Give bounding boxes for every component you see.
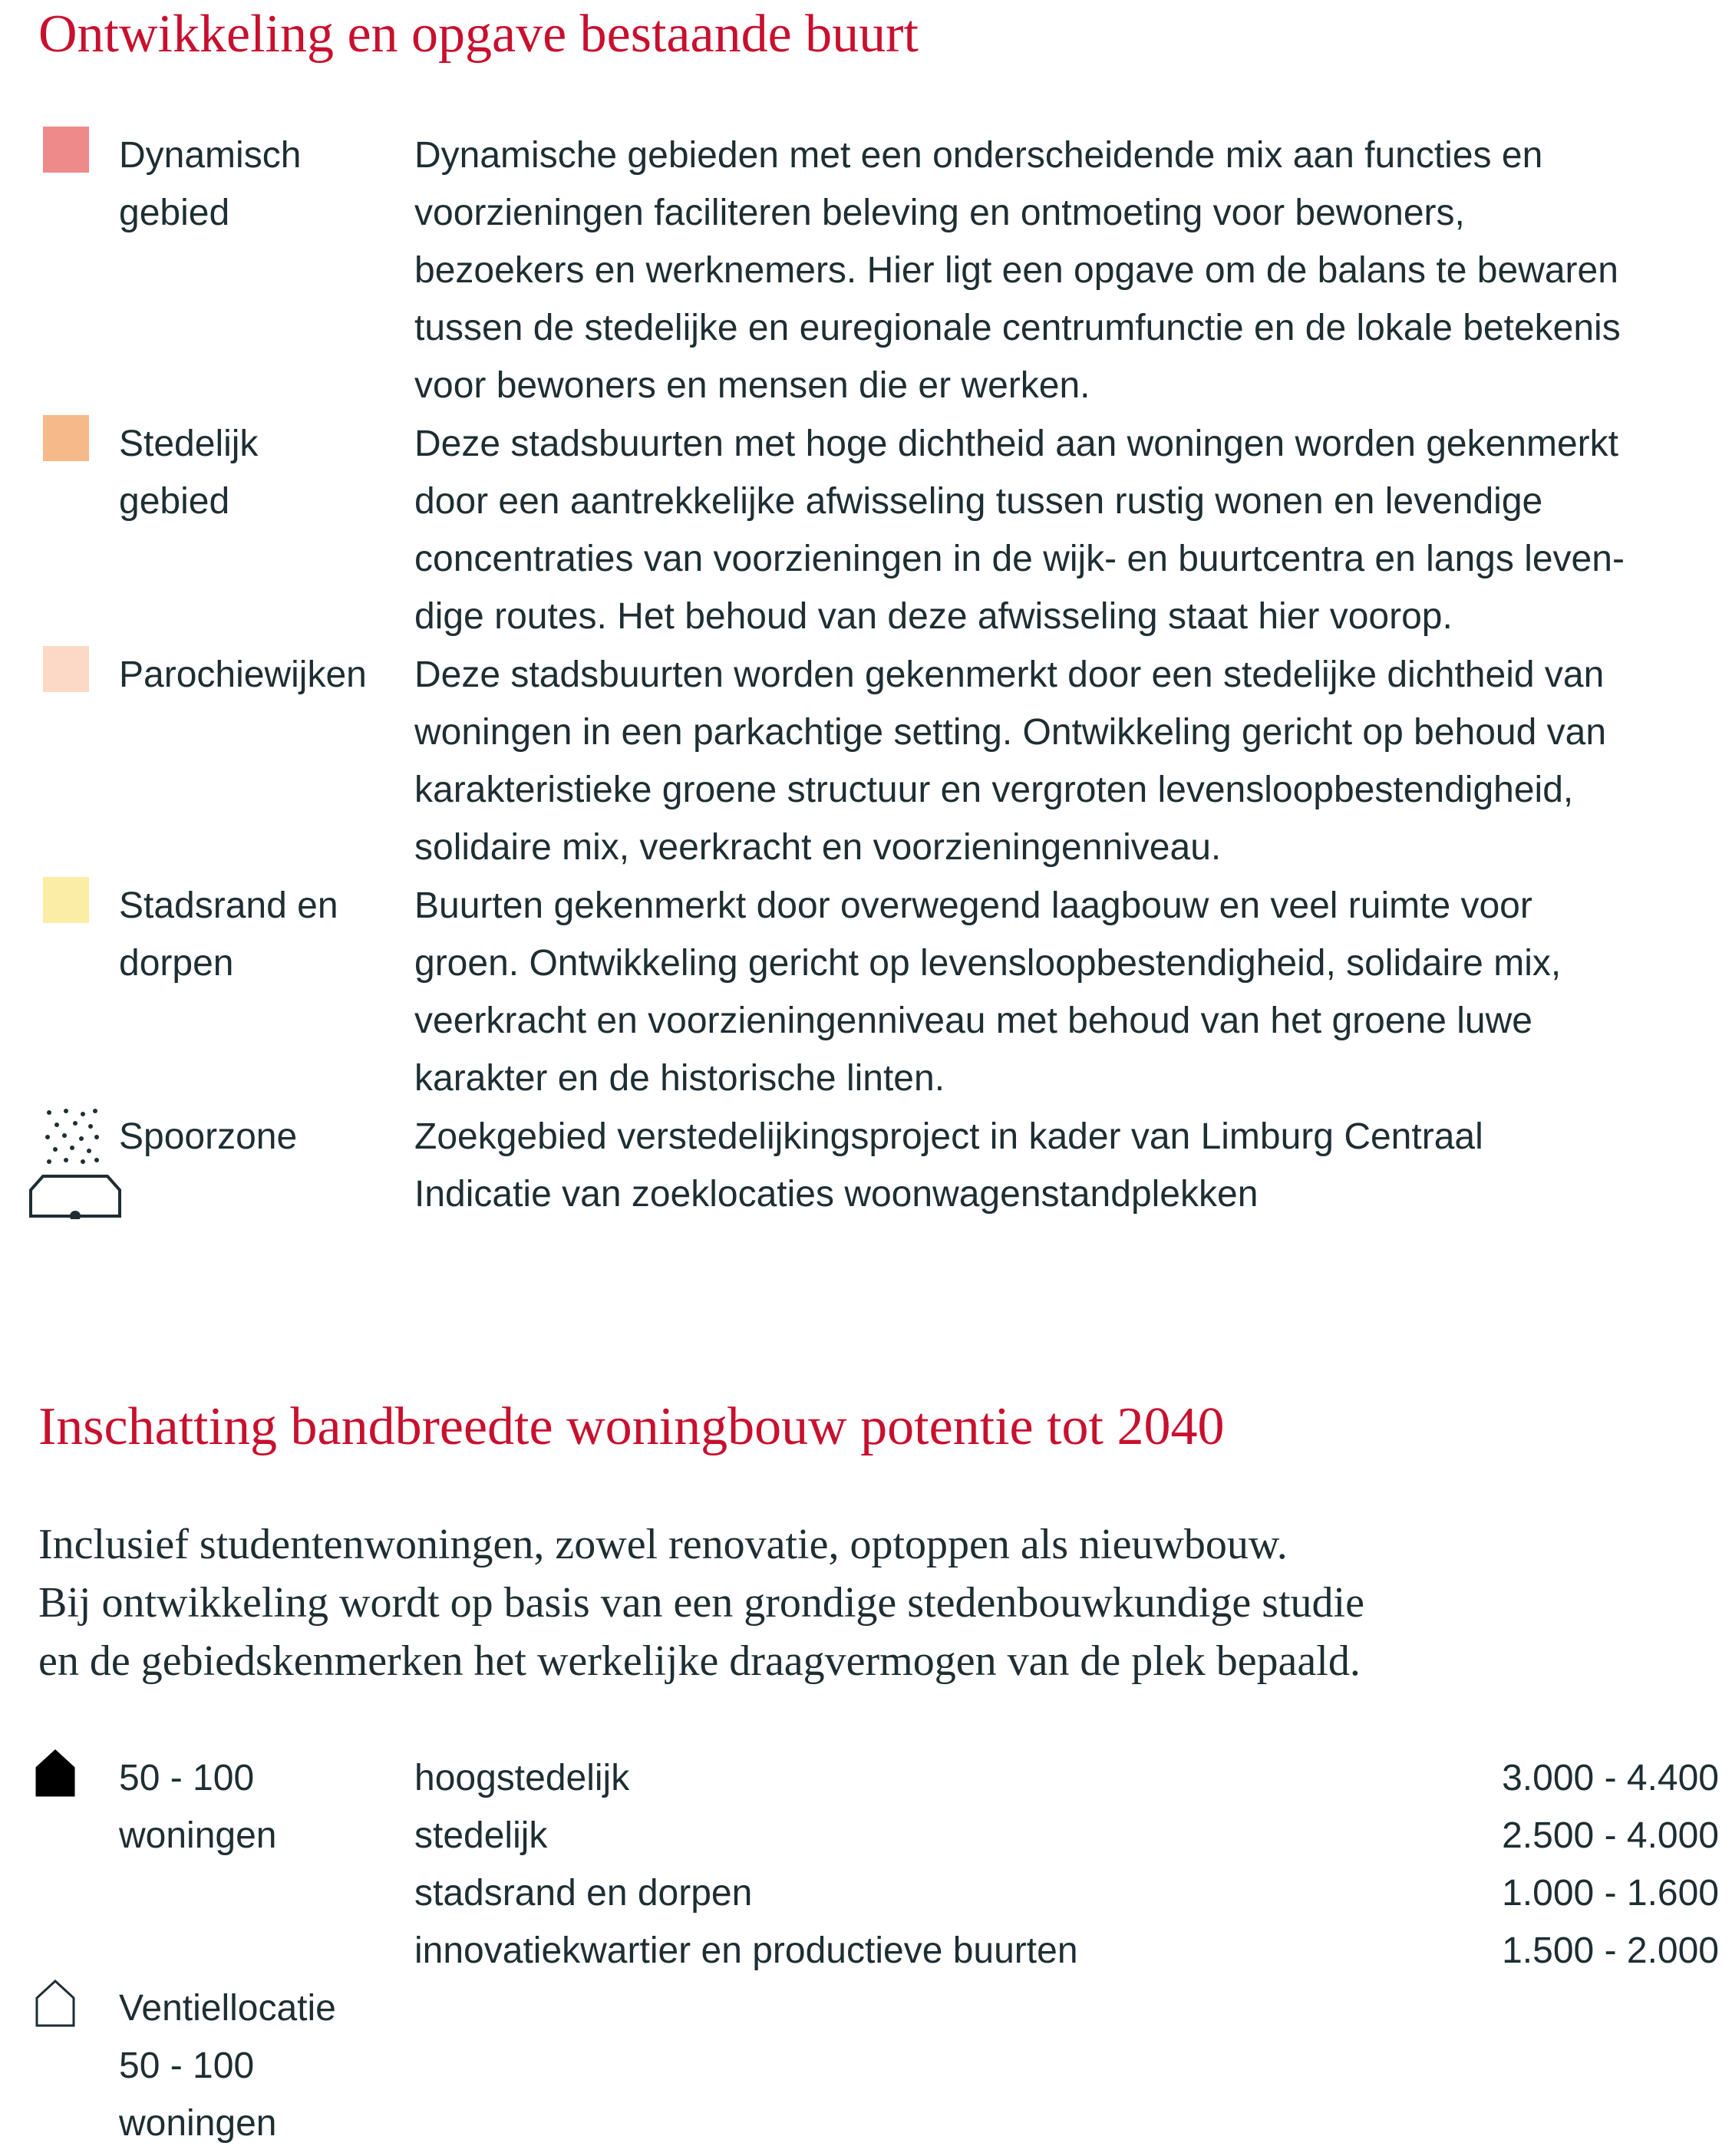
section-title-potential: Inschatting bandbreedte woningbouw potentie tot 2040 [38, 1397, 1225, 1456]
description-line: voor bewoners en mensen die er werken. [414, 365, 1090, 406]
potential-category: stadsrand en dorpen [414, 1873, 753, 1914]
color-swatch-dynamisch [43, 127, 89, 173]
description-line: woningen in een parkachtige setting. Ontwikkeling gericht op behoud van [414, 712, 1607, 753]
description-line: solidaire mix, veerkracht en voorzieningenniveau. [414, 827, 1222, 868]
legend-label-spoorzone [119, 1108, 411, 1165]
legend-label-line: dorpen [119, 943, 234, 984]
description-line: groen. Ontwikkeling gericht op levensloopbestendigheid, solidaire mix, [414, 943, 1562, 984]
color-swatch-stadsrand [43, 877, 89, 923]
description-line: karakteristieke groene structuur en vergroten levensloopbestendigheid, [414, 770, 1574, 810]
legend-description-stedelijk [414, 415, 1719, 645]
potential-category: innovatiekwartier en productieve buurten [414, 1930, 1078, 1971]
description-line: Deze stadsbuurten worden gekenmerkt door een stedelijke dichtheid van [414, 654, 1605, 695]
legend-label-line: Stedelijk [119, 424, 259, 464]
legend-label-line: 50 - 100 [119, 1758, 255, 1798]
legend-description-dynamisch [414, 127, 1719, 414]
section-title-development: Ontwikkeling en opgave bestaande buurt [38, 5, 919, 64]
description-line: Deze stadsbuurten met hoge dichtheid aan woningen worden gekenmerkt [414, 424, 1618, 464]
caravan-location-icon [28, 1173, 123, 1219]
description-line: Buurten gekenmerkt door overwegend laagbouw en veel ruimte voor [414, 885, 1532, 926]
table-row [414, 1922, 1719, 1980]
potential-range: 1.500 - 2.000 [1502, 1930, 1719, 1971]
description-line: bezoekers en werknemers. Hier ligt een opgave om de balans te bewaren [414, 250, 1618, 291]
description-line: Dynamische gebieden met een onderscheidende mix aan functies en [414, 135, 1543, 176]
description-line: Zoekgebied verstedelijkingsproject in kader van Limburg Centraal [414, 1116, 1483, 1157]
legend-description-spoorzone [414, 1108, 1719, 1165]
legend-label-stadsrand [119, 877, 411, 992]
description-line: karakter en de historische linten. [414, 1058, 945, 1099]
legend-label-stedelijk [119, 415, 411, 530]
description-line: veerkracht en voorzieningenniveau met behoud van het groene luwe [414, 1001, 1532, 1041]
intro-line: Inclusief studentenwoningen, zowel renovatie, optoppen als nieuwbouw. [38, 1521, 1288, 1568]
legend-label-line: gebied [119, 481, 230, 522]
legend-label-filled-house [119, 1749, 411, 1864]
description-line: Indicatie van zoeklocaties woonwagenstandplekken [414, 1174, 1259, 1215]
description-line: door een aantrekkelijke afwisseling tussen rustig wonen en levendige [414, 481, 1543, 522]
legend-label-line: Parochiewijken [119, 654, 367, 695]
legend-label-line: 50 - 100 [119, 2046, 255, 2086]
table-row [414, 1864, 1719, 1922]
legend-label-dynamisch [119, 127, 411, 242]
intro-line: Bij ontwikkeling wordt op basis van een grondige stedenbouwkundige studie [38, 1579, 1364, 1627]
color-swatch-parochiewijken [43, 646, 89, 692]
potential-range: 3.000 - 4.400 [1502, 1758, 1719, 1798]
legend-description-stadsrand [414, 877, 1719, 1107]
potential-category: stedelijk [414, 1815, 548, 1856]
legend-label-outline-house [119, 1980, 411, 2152]
table-row [414, 1807, 1719, 1864]
intro-line: en de gebiedskenmerken het werkelijke draagvermogen van de plek bepaald. [38, 1637, 1361, 1685]
description-line: concentraties van voorzieningen in de wijk- en buurtcentra en langs leven- [414, 539, 1625, 579]
potential-category: hoogstedelijk [414, 1758, 630, 1798]
filled-house-icon [35, 1749, 75, 1797]
description-line: voorzieningen faciliteren beleving en ontmoeting voor bewoners, [414, 193, 1465, 233]
color-swatch-stedelijk [43, 415, 89, 461]
legend-description-woonwagen [414, 1165, 1719, 1223]
legend-label-line: Stadsrand en [119, 885, 338, 926]
table-row [414, 1749, 1719, 1807]
potential-range: 1.000 - 1.600 [1502, 1873, 1719, 1914]
legend-label-line: Spoorzone [119, 1116, 298, 1157]
legend-label-line: woningen [119, 1815, 277, 1856]
legend-label-line: gebied [119, 193, 230, 233]
dotted-pattern-icon [43, 1108, 100, 1165]
legend-label-parochiewijken [119, 646, 411, 704]
legend-label-line: Ventiellocatie [119, 1988, 336, 2029]
legend-description-parochiewijken [414, 646, 1719, 876]
potential-range: 2.500 - 4.000 [1502, 1815, 1719, 1856]
outline-house-icon [35, 1980, 75, 2027]
legend-label-line: woningen [119, 2103, 277, 2144]
intro-text [38, 1515, 1650, 1690]
description-line: dige routes. Het behoud van deze afwisseling staat hier voorop. [414, 596, 1453, 637]
legend-label-line: Dynamisch [119, 135, 302, 176]
description-line: tussen de stedelijke en euregionale centrumfunctie en de lokale betekenis [414, 308, 1621, 348]
